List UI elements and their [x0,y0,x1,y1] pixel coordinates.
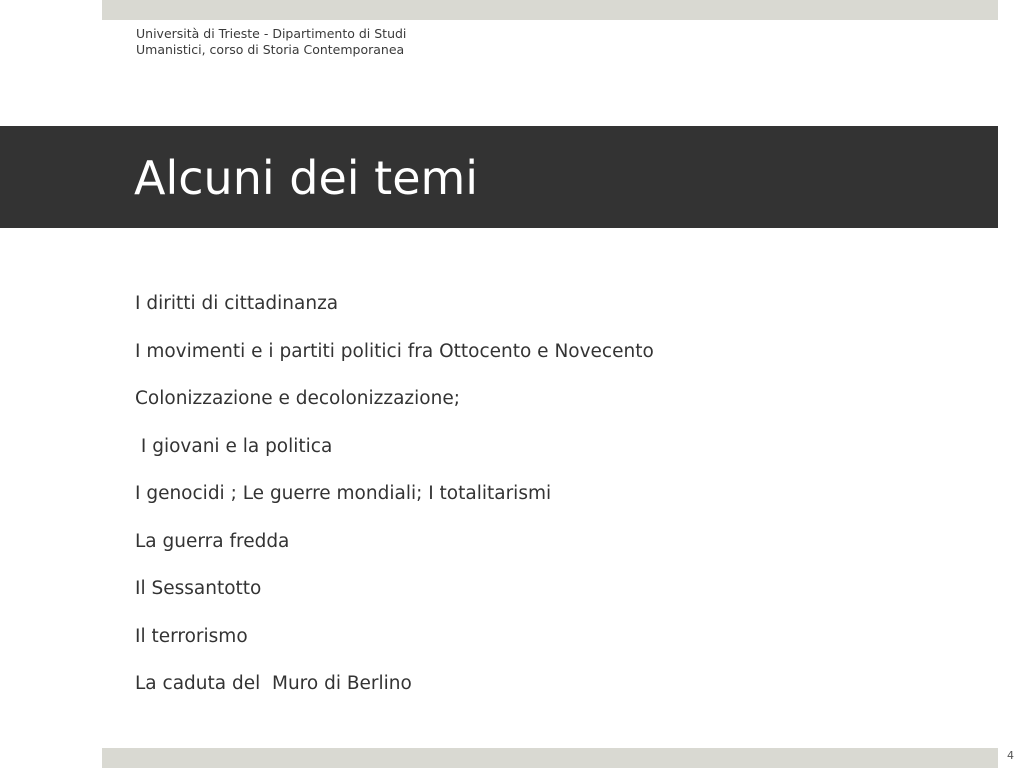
topic-item: Il Sessantotto [135,578,262,599]
topic-item: I movimenti e i partiti politici fra Ottocento e Novecento [135,340,654,362]
bottom-decorative-bar [102,748,998,768]
topic-item: La guerra fredda [135,530,290,552]
topic-item: I genocidi ; Le guerre mondiali; I totalitarismi [135,483,552,504]
page-number: 4 [1007,749,1014,762]
topic-item: I diritti di cittadinanza [135,293,339,314]
top-decorative-bar [102,0,998,20]
slide-title: Alcuni dei temi [134,151,479,205]
topics-list [135,288,935,716]
topic-item: Il terrorismo [135,625,248,647]
institution-header-line-1: Università di Trieste - Dipartimento di Studi [136,26,407,41]
institution-header [136,26,556,58]
topic-item: I giovani e la politica [135,435,333,457]
institution-header-line-2: Umanistici, corso di Storia Contemporanea [136,42,405,57]
topic-item: La caduta del Muro di Berlino [135,673,412,694]
topic-item: Colonizzazione e decolonizzazione; [135,388,460,409]
